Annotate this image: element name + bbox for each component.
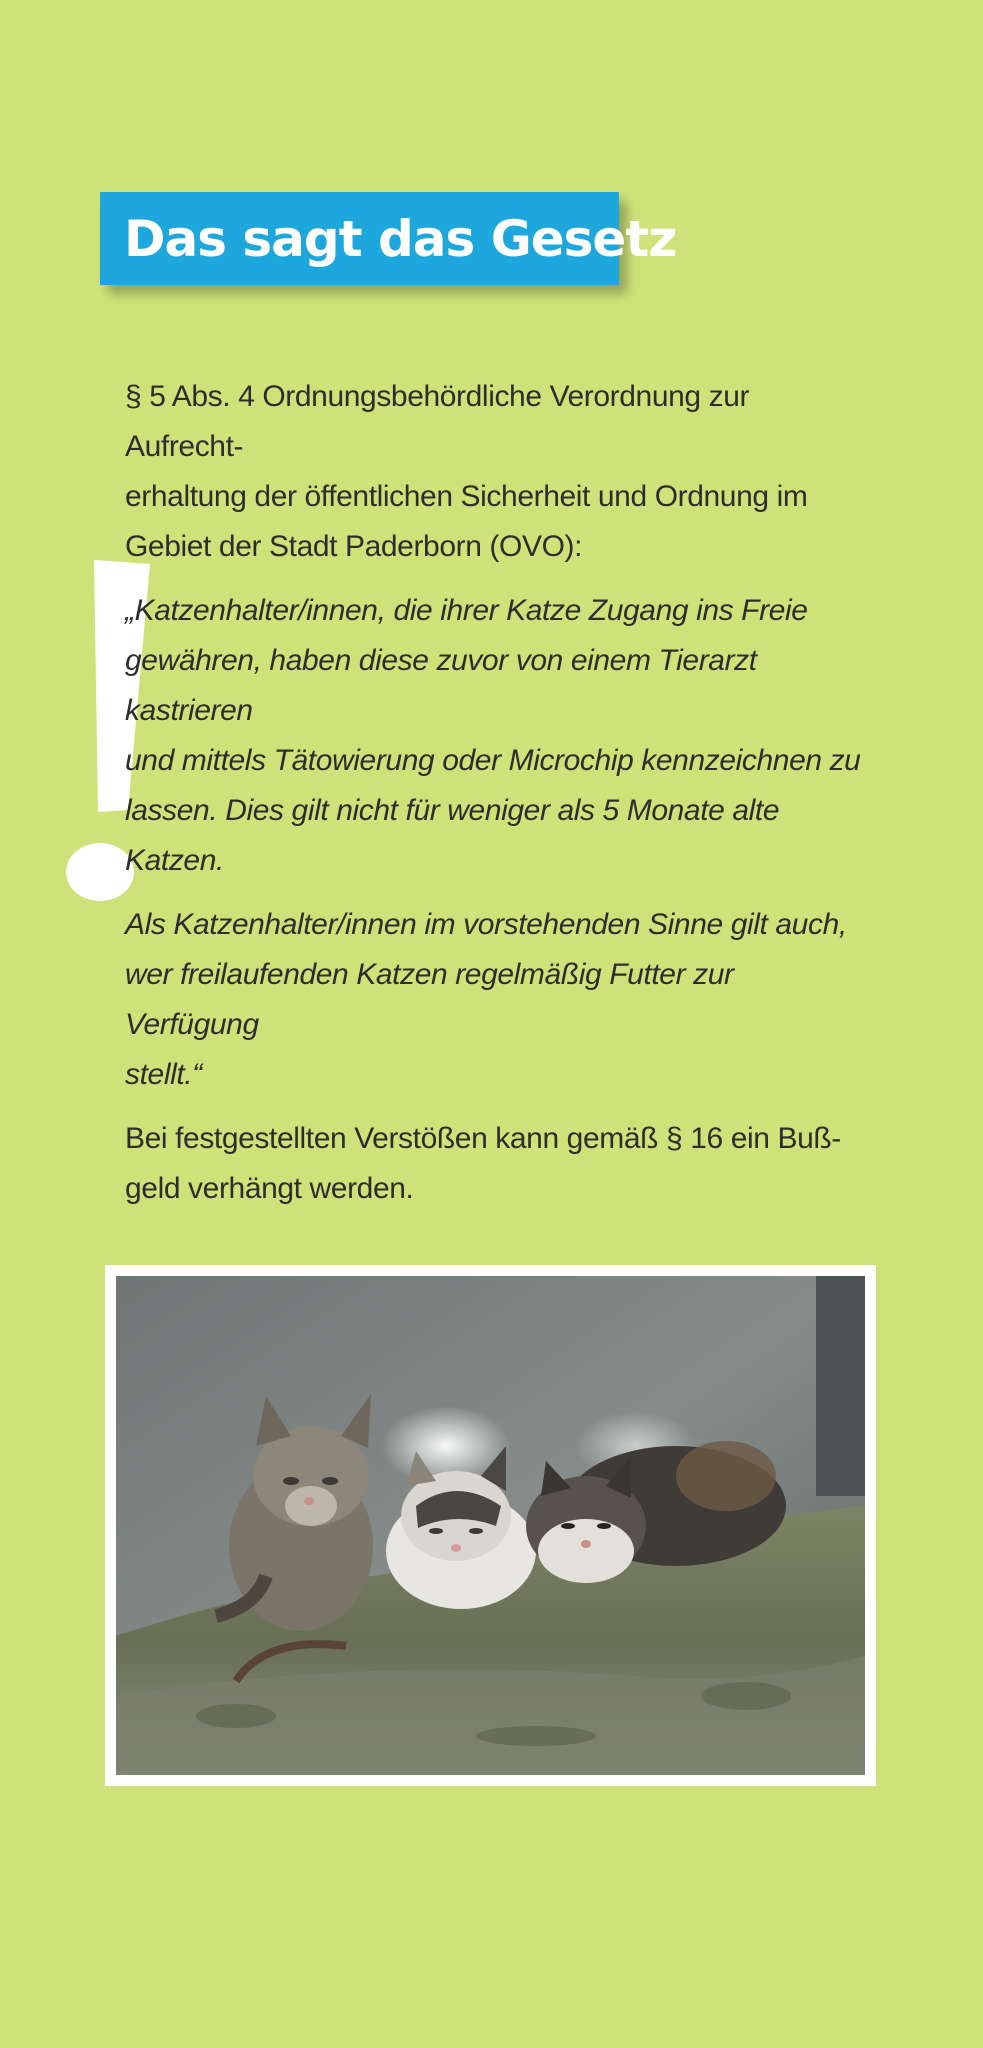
quote-paragraph-2: Als Katzenhalter/innen im vorstehenden Sinne gilt auch, wer freilaufenden Katzen regelmäßig Futter zur Verfügung stellt.“ <box>125 908 847 1091</box>
section-heading: Das sagt das Gesetz <box>124 209 677 268</box>
intro-paragraph: § 5 Abs. 4 Ordnungsbehördliche Verordnung zur Aufrecht- erhaltung der öffentlichen Sicherheit und Ordnung im Gebiet der Stadt Paderborn (OVO): <box>125 380 808 563</box>
quote-paragraph-1: „Katzenhalter/innen, die ihrer Katze Zugang ins Freie gewähren, haben diese zuvor von einem Tierarzt kastrieren und mittels Tätowierung oder Microchip kennzeichnen zu lassen. Dies gilt nicht für weniger als 5 Monate alte Katzen. <box>125 594 861 877</box>
photo-frame <box>105 1265 876 1786</box>
law-text <box>125 372 870 1228</box>
penalty-paragraph: Bei festgestellten Verstößen kann gemäß § 16 ein Buß- geld verhängt werden. <box>125 1122 841 1205</box>
section-heading-box <box>100 192 677 285</box>
kittens-photo <box>116 1276 865 1775</box>
